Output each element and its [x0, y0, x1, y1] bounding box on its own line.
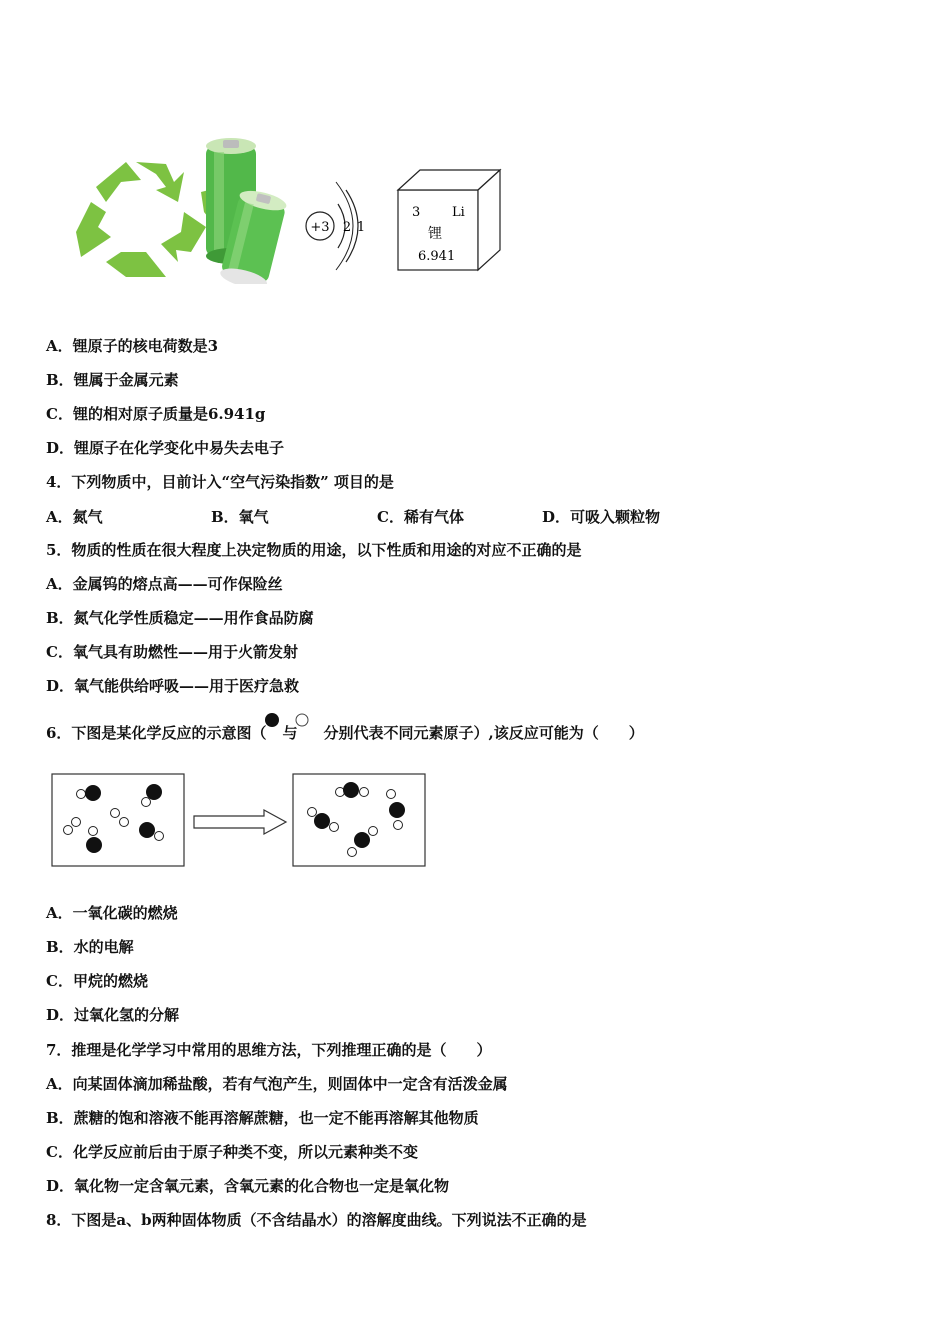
q6-option-d: D．过氧化氢的分解: [46, 1006, 180, 1024]
q5-option-d: D．氧气能供给呼吸——用于医疗急救: [46, 677, 300, 695]
product-box: [293, 774, 425, 866]
q3-option-b: B．锂属于金属元素: [46, 371, 179, 389]
q4-option-a: A．氮气: [46, 508, 103, 526]
q7-option-c: C．化学反应前后由于原子种类不变，所以元素种类不变: [46, 1143, 418, 1161]
q6-option-c: C．甲烷的燃烧: [46, 972, 148, 990]
q6-stem-mid: 与: [282, 724, 298, 742]
reaction-diagram: [50, 770, 430, 870]
element-card-lithium: [396, 168, 506, 274]
atom-structure-diagram: [300, 176, 370, 276]
q3-option-a: A．锂原子的核电荷数是3: [46, 337, 219, 355]
q6-stem-part1: 6．下图是某化学反应的示意图（: [46, 724, 267, 742]
white-atom-icon: [293, 711, 313, 731]
q3-option-c: C．锂的相对原子质量是6.941g: [46, 405, 266, 423]
atomic-number: 3: [412, 205, 421, 220]
q7-option-b: B．蔗糖的饱和溶液不能再溶解蔗糖，也一定不能再溶解其他物质: [46, 1109, 479, 1127]
outer-shell-electrons: 1: [356, 220, 366, 235]
recycle-battery-image: [66, 132, 290, 284]
q7-option-a: A．向某固体滴加稀盐酸，若有气泡产生，则固体中一定含有活泼金属: [46, 1075, 508, 1093]
q5-option-c: C．氧气具有助燃性——用于火箭发射: [46, 643, 298, 661]
q7-option-d: D．氧化物一定含氧元素，含氧元素的化合物也一定是氧化物: [46, 1177, 450, 1195]
q4-stem: 4．下列物质中，目前计入“空气污染指数” 项目的是: [46, 473, 394, 491]
black-atom-icon: [262, 709, 284, 731]
q6-stem-part2: 分别代表不同元素原子）,该反应可能为（ ）: [323, 724, 644, 742]
q5-option-a: A．金属钨的熔点高——可作保险丝: [46, 575, 283, 593]
q5-option-b: B．氮气化学性质稳定——用作食品防腐: [46, 609, 314, 627]
q6-option-b: B．水的电解: [46, 938, 134, 956]
reaction-arrow: [194, 810, 286, 834]
q4-option-c: C．稀有气体: [377, 508, 464, 526]
q8-stem: 8．下图是a、b两种固体物质（不含结晶水）的溶解度曲线。下列说法不正确的是: [46, 1211, 587, 1229]
nucleus-charge: +3: [310, 220, 330, 235]
q4-option-d: D．可吸入颗粒物: [542, 508, 661, 526]
q6-stem: [46, 723, 644, 743]
inner-shell-electrons: 2: [342, 220, 352, 235]
element-name: 锂: [428, 226, 442, 242]
q5-stem: 5．物质的性质在很大程度上决定物质的用途，以下性质和用途的对应不正确的是: [46, 541, 582, 559]
q3-option-d: D．锂原子在化学变化中易失去电子: [46, 439, 285, 457]
q7-stem: 7．推理是化学学习中常用的思维方法，下列推理正确的是（ ）: [46, 1041, 492, 1059]
element-symbol: Li: [452, 205, 465, 220]
q6-option-a: A．一氧化碳的燃烧: [46, 904, 178, 922]
q4-option-b: B．氧气: [211, 508, 269, 526]
atomic-mass: 6.941: [418, 249, 456, 264]
